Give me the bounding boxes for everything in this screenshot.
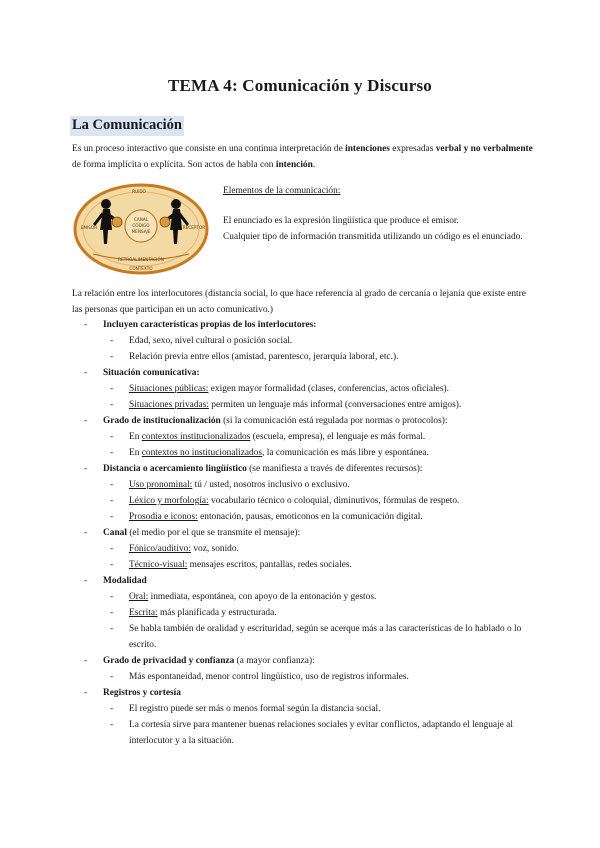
- list-subitem: - Edad, sexo, nivel cultural o posición social.: [110, 336, 293, 346]
- elements-block: [223, 183, 539, 245]
- list-subitem: - La cortesía sirve para mantener buenas relaciones sociales y evitar conflictos, adaptando el lenguaje al interlocutor y a la situación.: [110, 720, 513, 746]
- list-subitem: - En contextos institucionalizados (escuela, empresa), el lenguaje es más formal.: [110, 432, 426, 442]
- list-item: - Situación comunicativa:: [84, 368, 200, 378]
- page-title: TEMA 4: Comunicación y Discurso: [167, 76, 433, 95]
- label-retroalimentacion: RETROALIMENTACIÓN: [118, 257, 164, 262]
- list-subitem: - Situaciones privadas: permiten un lenguaje más informal (conversaciones entre amigos).: [110, 400, 462, 410]
- list-item: - Canal (el medio por el que se transmite el mensaje):: [84, 528, 301, 538]
- list-subitem: - Prosodia e iconos: entonación, pausas, emoticonos en la comunicación digital.: [110, 512, 423, 522]
- communication-diagram: [73, 182, 209, 276]
- label-canal: CANAL: [133, 217, 149, 222]
- bullet-list: [72, 317, 542, 749]
- label-mensaje: MENSAJE: [131, 229, 151, 234]
- list-subitem: - Léxico y morfología: vocabulario técnico o coloquial, diminutivos, fórmulas de respeto.: [110, 496, 460, 506]
- section-heading: La Comunicación: [70, 116, 184, 136]
- list-subitem: - Técnico-visual: mensajes escritos, pantallas, redes sociales.: [110, 560, 352, 570]
- list-subitem: - Escrita: más planificada y estructurada.: [110, 608, 277, 618]
- label-ruido: RUIDO: [132, 189, 146, 194]
- elements-line-1: El enunciado es la expresión lingüística que produce el emisor.: [223, 216, 459, 226]
- list-item: - Incluyen características propias de los interlocutores:: [84, 320, 317, 330]
- communication-diagram-image: [73, 182, 209, 276]
- label-emisor: EMISOR: [80, 225, 98, 230]
- list-subitem: - Relación previa entre ellos (amistad, parentesco, jerarquía laboral, etc.).: [110, 352, 399, 362]
- list-item: - Modalidad: [84, 576, 147, 586]
- list-subitem: - Más espontaneidad, menor control lingüístico, uso de registros informales.: [110, 672, 409, 682]
- list-subitem: - Oral: inmediata, espontánea, con apoyo de la entonación y gestos.: [110, 592, 377, 602]
- list-subitem: - Situaciones públicas: exigen mayor formalidad (clases, conferencias, actos oficiales).: [110, 384, 449, 394]
- label-contexto: CONTEXTO: [129, 266, 153, 271]
- list-item: - Distancia o acercamiento lingüístico (se manifiesta a través de diferentes recursos):: [84, 464, 423, 474]
- elements-line-2: Cualquier tipo de información transmitida utilizando un código es el enunciado.: [223, 232, 523, 242]
- list-subitem: - El registro puede ser más o menos formal según la distancia social.: [110, 704, 381, 714]
- label-receptor: RECEPTOR: [182, 225, 206, 230]
- list-subitem: - Fónico/auditivo: voz, sonido.: [110, 544, 239, 554]
- list-subitem: - Uso pronominal: tú / usted, nosotros inclusivo o exclusivo.: [110, 480, 350, 490]
- list-subitem: - Se habla también de oralidad y escrituridad, según se acerque más a las características de lo hablado o lo escrito.: [110, 624, 522, 650]
- list-item: - Grado de institucionalización (si la comunicación está regulada por normas o protocolos):: [84, 416, 448, 426]
- relation-paragraph: La relación entre los interlocutores (distancia social, lo que hace referencia al grado de cercanía o lejanía que existe entre las personas que participan en un acto comunicativo.): [72, 289, 526, 315]
- intro-paragraph: Es un proceso interactivo que consiste en una continua interpretación de intenciones expresadas verbal y no verbalmente de forma implícita o explícita. Son actos de habla con intención.: [72, 144, 533, 170]
- elements-heading: Elementos de la comunicación:: [223, 186, 341, 196]
- list-item: - Registros y cortesía: [84, 688, 181, 698]
- list-item: - Grado de privacidad y confianza (a mayor confianza):: [84, 656, 315, 666]
- list-subitem: - En contextos no institucionalizados, la comunicación es más libre y espontánea.: [110, 448, 429, 458]
- label-codigo: CÓDIGO: [132, 223, 150, 228]
